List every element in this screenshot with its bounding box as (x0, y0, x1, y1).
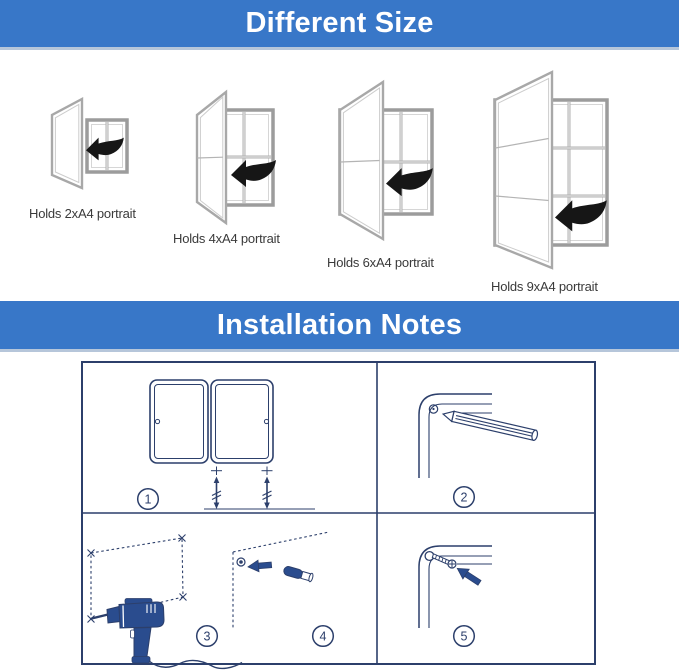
different-size-title: Different Size (245, 7, 434, 39)
step-5-number: 5 (460, 629, 468, 644)
display-case-9xa4 (495, 72, 607, 268)
step-3-badge (197, 626, 218, 647)
step-5-badge (454, 626, 475, 647)
size-label-9xa4: Holds 9xA4 portrait (491, 279, 598, 294)
notice-board-right (211, 380, 273, 463)
installation-notes-title: Installation Notes (216, 308, 463, 341)
step-1-badge (138, 489, 159, 510)
step-1-number: 1 (144, 492, 152, 507)
size-label-2xa4: Holds 2xA4 portrait (29, 206, 136, 221)
size-label-6xa4: Holds 6xA4 portrait (327, 255, 434, 270)
size-label-4xa4: Holds 4xA4 portrait (173, 231, 280, 246)
open-door (495, 72, 552, 268)
step-4-badge (313, 626, 334, 647)
step-3-number: 3 (203, 629, 211, 644)
notice-board-left (150, 380, 208, 463)
step-4-number: 4 (319, 629, 327, 644)
display-case-4xa4 (197, 92, 276, 223)
display-case-2xa4 (52, 99, 127, 188)
display-case-6xa4 (340, 82, 433, 239)
open-door (52, 99, 82, 188)
step-2-badge (454, 487, 475, 508)
step-2-number: 2 (460, 490, 468, 505)
